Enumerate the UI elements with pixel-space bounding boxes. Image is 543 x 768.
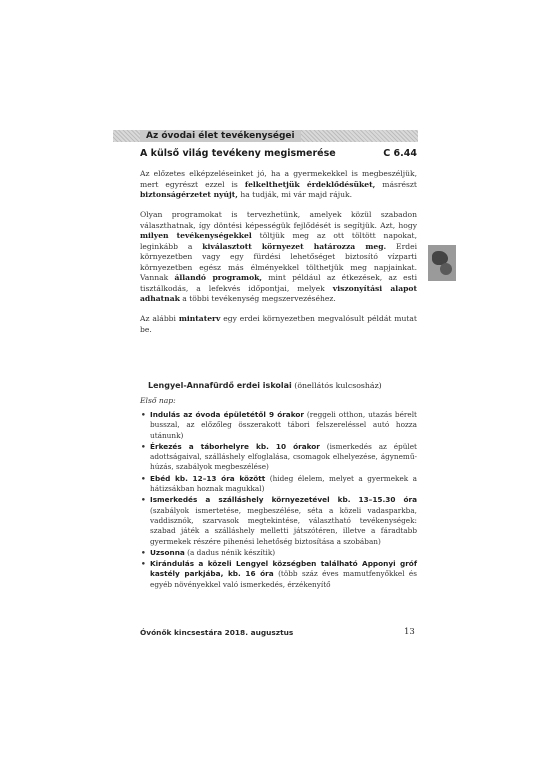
emphasis-text: állandó programok, [174,273,263,282]
paragraph-sample [140,314,417,335]
text-run: a többi tevékenység megszervezéséhez. [179,294,336,303]
bullet-icon: • [141,410,146,419]
camp-name: Lengyel-Annafürdő erdei iskolai [148,381,292,390]
day-label: Első nap: [140,396,176,405]
item-text: (reggeli otthon, utazás bérelt busszal, az előzőleg összerakott tábori felszereléssel autó hozza utánunk) [150,410,417,440]
item-lead: Érkezés a táborhelyre kb. 10 órakor [150,441,320,451]
section-label: Az óvodai élet tevékenységei [140,130,301,142]
bullet-icon: • [141,559,146,569]
text-run: Az alábbi [140,314,179,323]
text-run: Az előzetes elképzeléseinket jó, ha a gyermekekkel is megbeszéljük, mert egyrészt ezzel is [140,169,417,189]
list-item [140,410,417,441]
bullet-icon: • [141,495,146,505]
page-heading [140,147,417,160]
photo-shape [440,263,452,275]
item-text: (hideg élelem, melyet a gyermekek a hátizsákban hoznak magukkal) [150,473,417,494]
camp-note: (önellátós kulcsosház) [291,381,382,390]
emphasis-text: viszonyítási alapot adhatnak [140,283,417,303]
footer-publication: Óvónők kincsestára 2018. augusztus [140,628,294,637]
camp-title [148,380,425,391]
item-text: (több száz éves mamutfenyőkkel és egyéb növényekkel való ismerkedés, érzékenyítő [150,569,417,589]
list-item [140,495,417,546]
text-run: ha tudják, mi vár majd rájuk. [237,190,352,199]
list-item [140,474,417,495]
item-text: (szabályok ismertetése, megbeszélése, séta a közeli vadasparkba, vaddisznók, szarvasok megtekintése, választható tevékenységek: szabad játék a szálláshely melletti játszótéren, illetve a fáradtabb gyermekek részére pihenési lehetőség biztosítása a szobában) [150,505,417,546]
side-photo-thumbnail [428,245,456,281]
paragraph-programs [140,210,417,305]
item-text: (ismerkedés az épület adottságaival, szálláshely elfoglalása, csomagok elhelyezése, ágyneműhúzás, szabályok megbeszélése) [150,441,417,472]
bullet-icon: • [141,473,146,483]
emphasis-text: milyen tevékenységekkel [140,231,252,240]
item-lead: Kirándulás a közeli Lengyel községben található Apponyi gróf kastély parkjába, kb. 16 óra [150,559,417,579]
list-item [140,442,417,473]
emphasis-text: biztonságérzetet nyújt, [140,190,238,199]
list-item [140,559,417,590]
text-run: mint például az étkezések, az esti tisztálkodás, a lefekvés időpontjai, melyek [140,273,418,293]
item-lead: Ebéd kb. 12–13 óra között [150,473,266,483]
text-run: Olyan programokat is tervezhetünk, amelyek közül szabadon választhatnak, így döntési képességük fejlődését is segítjük. Azt, hogy [140,210,417,230]
item-lead: Uzsonna [150,547,185,557]
heading-title: A külső világ tevékeny megismerése [140,148,336,159]
list-item [140,548,417,558]
item-lead: Indulás az óvoda épületétől 9 órakor [150,410,304,419]
paragraph-intro [140,169,417,201]
emphasis-text: felkelthetjük érdeklődésüket, [244,179,376,189]
heading-code: C 6.44 [383,148,417,159]
bullet-icon: • [141,441,146,451]
text-run: töltjük meg az ott töltött napokat, leginkább a [140,231,417,251]
emphasis-text: mintaterv [178,314,221,323]
bullet-icon: • [141,547,146,557]
page-number: 13 [404,627,415,637]
emphasis-text: kiválasztott környezet határozza meg. [202,241,387,251]
schedule-list [140,410,417,591]
item-lead: Ismerkedés a szálláshely környezetével kb. 13–15.30 óra [150,495,417,505]
text-run: másrészt [375,179,417,189]
item-text: (a dadus nénik készítik) [184,547,276,557]
text-run: Erdei környezetben vagy egy fürdési lehetőséget biztosító vízparti környezetben egész más élményekkel tölthetjük meg napjainkat. Vannak [140,241,418,282]
text-run: egy erdei környezetben megvalósult példát mutat be. [140,314,417,334]
